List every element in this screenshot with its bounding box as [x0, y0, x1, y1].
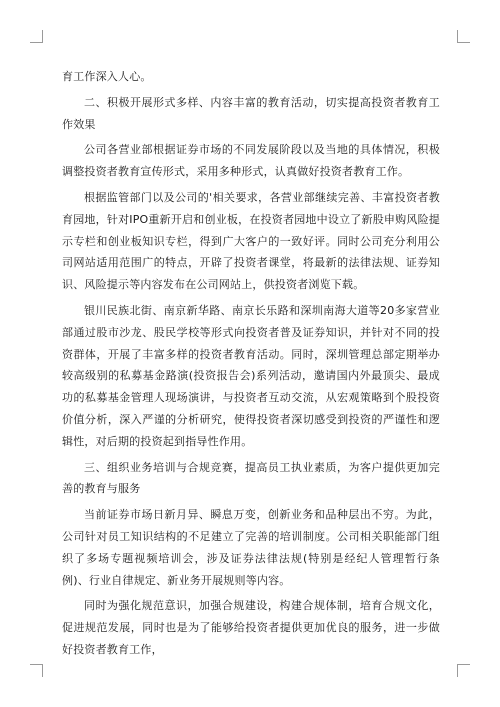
section-heading-3: 三、组织业务培训与合规竞赛，提高员工执业素质，为客户提供更加完善的教育与服务: [62, 460, 440, 496]
crop-mark-top-left: [30, 30, 43, 43]
document-body: [62, 66, 440, 665]
paragraph-continuation: 育工作深入人心。: [62, 70, 152, 83]
crop-mark-top-right: [457, 30, 470, 43]
paragraph: 同时为强化规范意识，加强合规建设，构建合规体制，培育合规文化，促进规范发展，同时也是为了能够给投资者提供更加优良的服务，进一步做好投资者教育工作，: [62, 599, 440, 656]
paragraph: 公司各营业部根据证券市场的不同发展阶段以及当地的具体情况，积极调整投资者教育宣传形式，采用多种形式，认真做好投资者教育工作。: [62, 143, 440, 179]
crop-mark-bottom-left: [30, 664, 43, 677]
paragraph: 银川民族北街、南京新华路、南京长乐路和深圳南海大道等20多家营业部通过股市沙龙、股民学校等形式向投资者普及证券知识，并针对不同的投资群体，开展了丰富多样的投资者教育活动。同时，深圳管理总部定期举办较高级别的私募基金路演(投资报告会)系列活动，邀请国内外最顶尖、最成功的私募基金管理人现场演讲，与投资者互动交流，从宏观策略到个股投资价值分析，深入严谨的分析研究，使得投资者深切感受到投资的严谨性和逻辑性，对后期的投资起到指导性作用。: [62, 303, 440, 448]
paragraph: 当前证券市场日新月异、瞬息万变，创新业务和品种层出不穷。为此，公司针对员工知识结构的不足建立了完善的培训制度。公司相关职能部门组织了多场专题视频培训会，涉及证券法律法规(特别是经纪人管理暂行条例)、行业自律规定、新业务开展规则等内容。: [62, 508, 440, 587]
crop-mark-bottom-right: [457, 664, 470, 677]
paragraph: 根据监管部门以及公司的'相关要求，各营业部继续完善、丰富投资者教育园地，针对IPO重新开启和创业板，在投资者园地中设立了新股申购风险提示专栏和创业板知识专栏，得到广大客户的一致好评。同时公司充分利用公司网站适用范围广的特点，开辟了投资者课堂，将最新的法律法规、证券知识、风险提示等内容发布在公司网站上，供投资者浏览下载。: [62, 190, 440, 292]
section-heading-2: 二、积极开展形式多样、内容丰富的教育活动，切实提高投资者教育工作效果: [62, 95, 440, 131]
